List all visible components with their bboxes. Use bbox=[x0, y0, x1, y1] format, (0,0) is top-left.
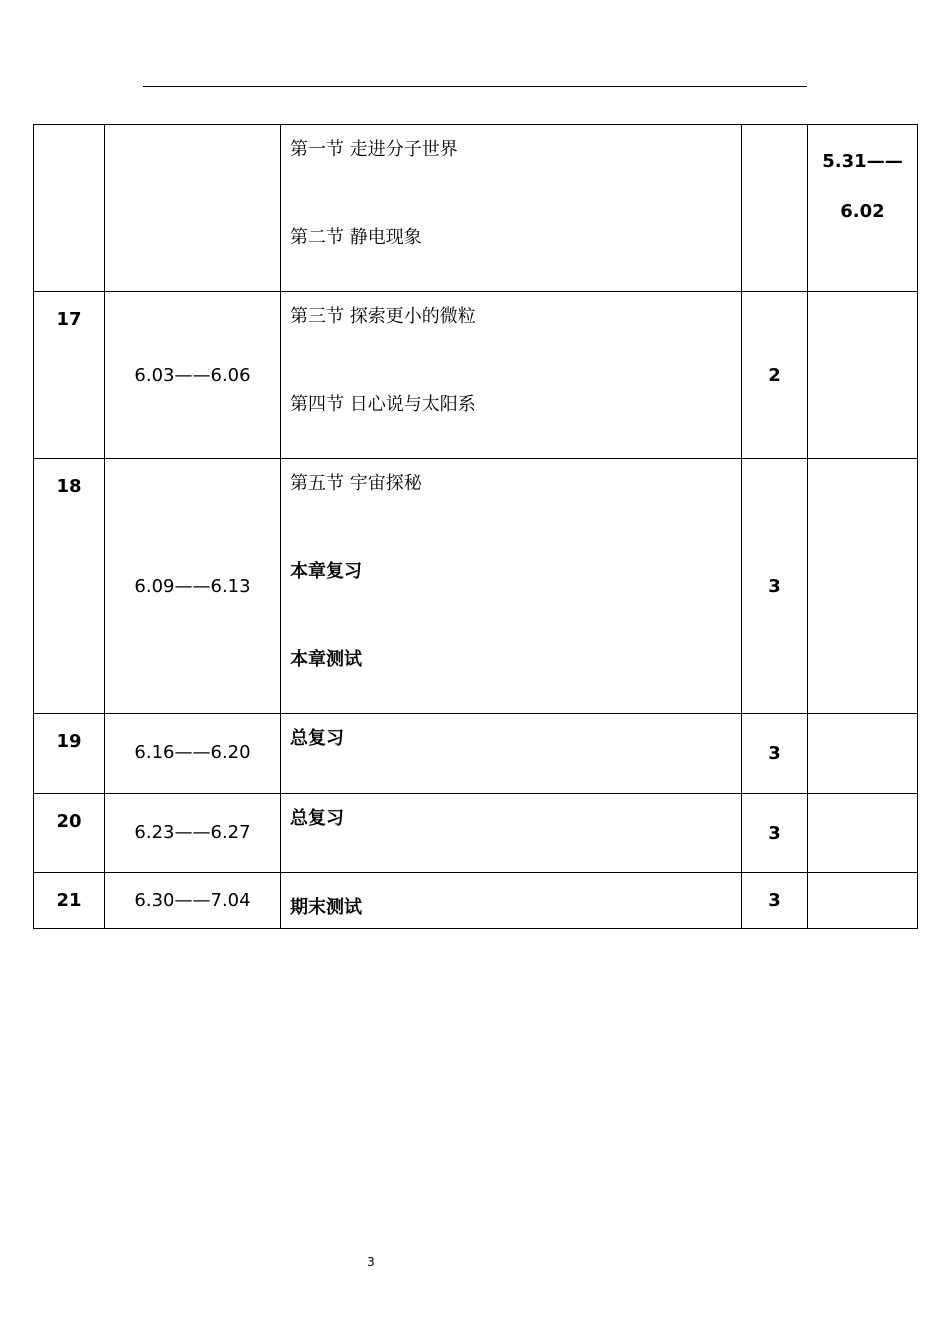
lesson-line: 第五节 宇宙探秘 bbox=[290, 473, 422, 494]
content-cell bbox=[281, 794, 742, 873]
table-row bbox=[34, 125, 918, 292]
note-cell bbox=[808, 292, 918, 459]
week-cell: 19 bbox=[34, 714, 105, 794]
note-cell bbox=[808, 714, 918, 794]
date-cell: 6.16——6.20 bbox=[105, 714, 281, 794]
week-cell: 17 bbox=[34, 292, 105, 459]
lesson-line: 第二节 静电现象 bbox=[290, 227, 422, 248]
note-cell bbox=[808, 873, 918, 929]
note-line: 6.02 bbox=[840, 201, 885, 222]
hours-cell: 3 bbox=[742, 714, 808, 794]
lesson-line: 第三节 探索更小的微粒 bbox=[290, 306, 476, 327]
lesson-line: 第一节 走进分子世界 bbox=[290, 139, 458, 160]
page-number: 3 bbox=[367, 1255, 375, 1269]
table-row bbox=[34, 459, 918, 714]
week-cell: 18 bbox=[34, 459, 105, 714]
date-cell bbox=[105, 125, 281, 292]
date-cell: 6.09——6.13 bbox=[105, 459, 281, 714]
week-cell bbox=[34, 125, 105, 292]
week-cell: 21 bbox=[34, 873, 105, 929]
note-cell bbox=[808, 125, 918, 292]
date-cell: 6.03——6.06 bbox=[105, 292, 281, 459]
lesson-line: 第四节 日心说与太阳系 bbox=[290, 394, 476, 415]
hours-cell bbox=[742, 125, 808, 292]
table-row bbox=[34, 873, 918, 929]
lesson-line: 本章测试 bbox=[290, 649, 362, 670]
hours-cell: 3 bbox=[742, 459, 808, 714]
note-cell bbox=[808, 459, 918, 714]
date-cell: 6.30——7.04 bbox=[105, 873, 281, 929]
date-cell: 6.23——6.27 bbox=[105, 794, 281, 873]
lesson-line: 总复习 bbox=[290, 808, 344, 829]
hours-cell: 2 bbox=[742, 292, 808, 459]
note-cell bbox=[808, 794, 918, 873]
content-cell bbox=[281, 714, 742, 794]
table-row bbox=[34, 292, 918, 459]
note-line: 5.31—— bbox=[822, 151, 903, 172]
schedule-table bbox=[33, 124, 918, 929]
table-row bbox=[34, 794, 918, 873]
content-cell bbox=[281, 292, 742, 459]
content-cell bbox=[281, 873, 742, 929]
lesson-line: 期末测试 bbox=[290, 896, 362, 918]
header-rule bbox=[143, 86, 807, 87]
hours-cell: 3 bbox=[742, 794, 808, 873]
week-cell: 20 bbox=[34, 794, 105, 873]
table-row bbox=[34, 714, 918, 794]
content-cell bbox=[281, 459, 742, 714]
hours-cell: 3 bbox=[742, 873, 808, 929]
content-cell bbox=[281, 125, 742, 292]
lesson-line: 本章复习 bbox=[290, 561, 362, 582]
lesson-line: 总复习 bbox=[290, 728, 344, 749]
